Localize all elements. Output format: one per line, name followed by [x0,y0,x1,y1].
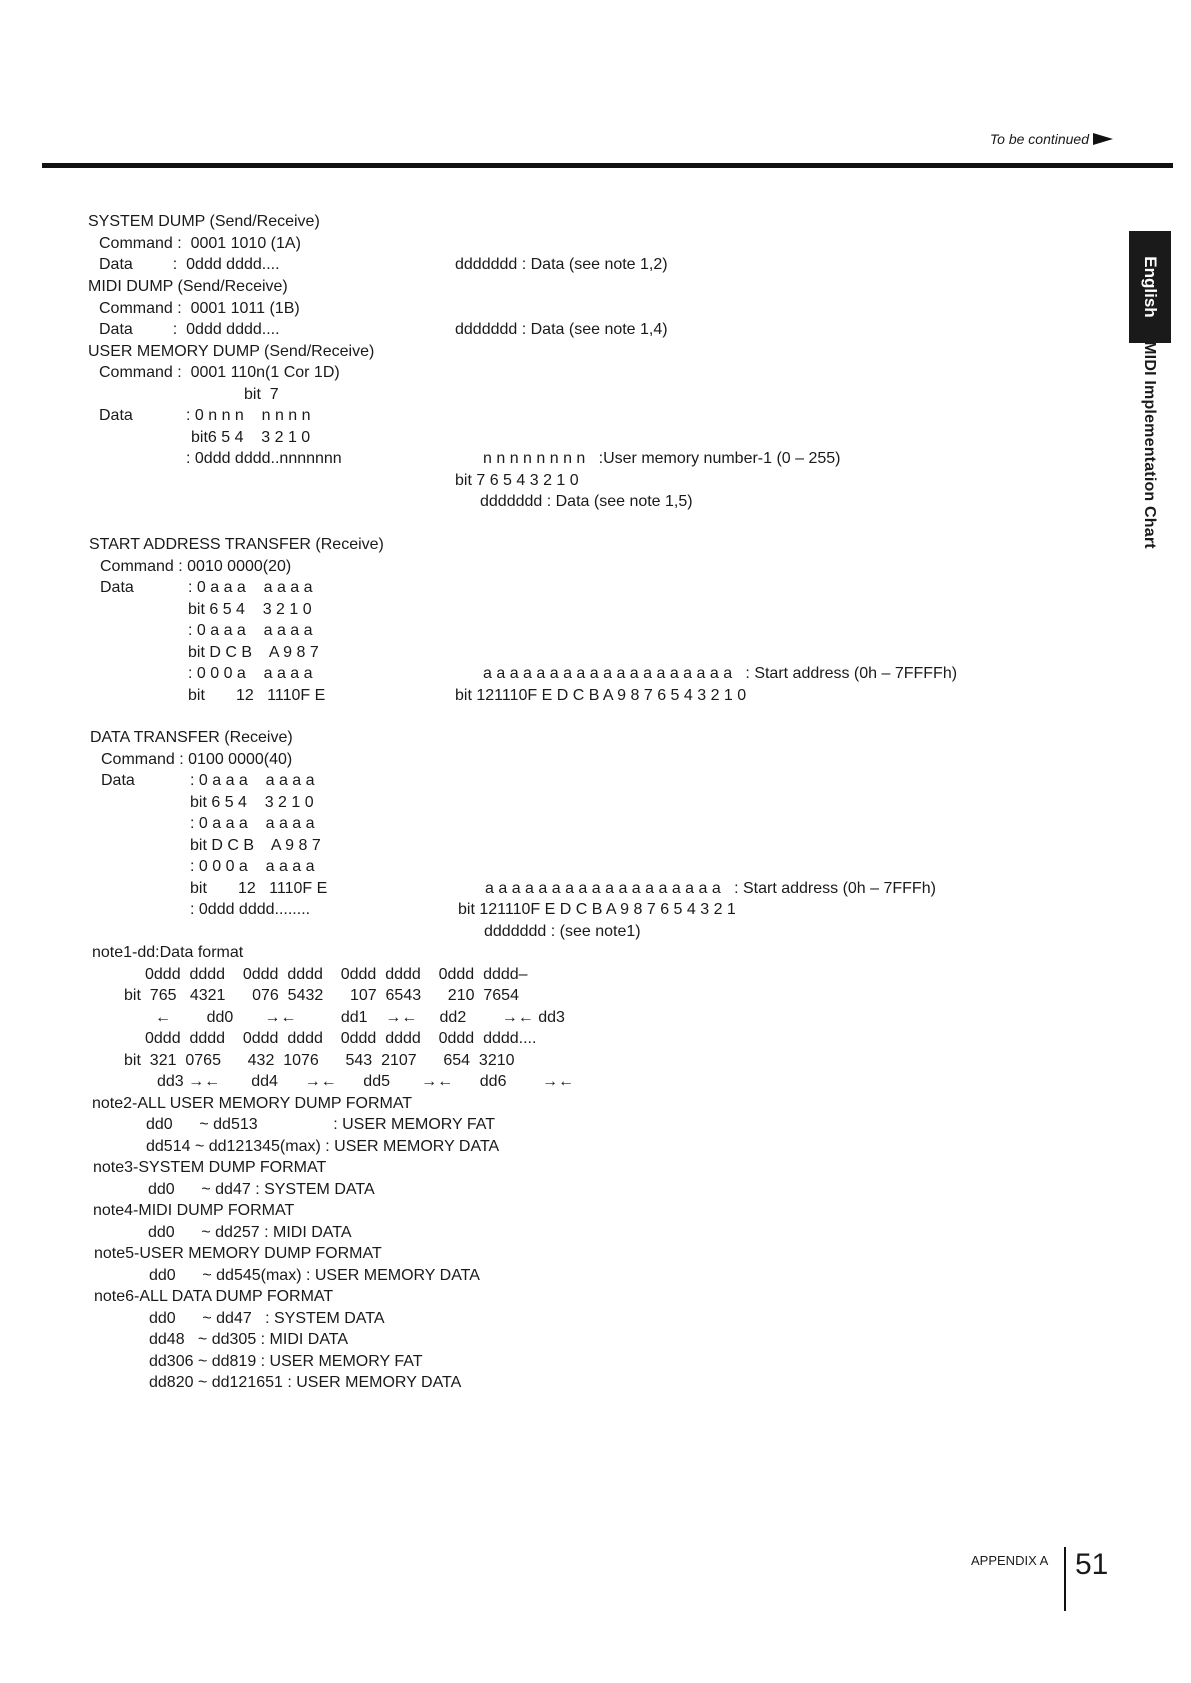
footer-divider [1064,1547,1066,1611]
text-line-n1-r2: bit 765 4321 076 5432 107 6543 210 7654 [124,987,519,1004]
text-line-md-title: MIDI DUMP (Send/Receive) [88,278,288,295]
page-number: 51 [1075,1548,1109,1581]
text-line-n4-title: note4-MIDI DUMP FORMAT [93,1202,295,1219]
text-line-dt-l2: bit 6 5 4 3 2 1 0 [190,794,314,811]
text-line-dt-l6: bit 12 1110F E [190,880,328,897]
text-line-dt-dd: ddddddd : (see note1) [484,923,641,940]
to-be-continued [990,131,1113,147]
text-line-sat-title: START ADDRESS TRANSFER (Receive) [89,536,384,553]
text-line-n1-r4: 0ddd dddd 0ddd dddd 0ddd dddd 0ddd dddd.... [145,1030,537,1047]
text-line-dt-data: Data [101,772,135,789]
text-line-umd-cmd: Command : 0001 110n(1 Cor 1D) [99,364,340,381]
text-line-umd-bit7: bit 7 [244,386,279,403]
text-line-n1-r1: 0ddd dddd 0ddd dddd 0ddd dddd 0ddd dddd– [145,966,528,983]
text-line-sat-cmd: Command : 0010 0000(20) [100,558,292,575]
text-line-sat-l1: : 0 a a a a a a a [188,579,313,596]
text-line-n4-l1: dd0 ~ dd257 : MIDI DATA [148,1224,352,1241]
text-line-sd-cmd: Command : 0001 1010 (1A) [99,235,301,252]
text-line-sd-data-desc: ddddddd : Data (see note 1,2) [455,256,668,273]
text-line-n2-l2: dd514 ~ dd121345(max) : USER MEMORY DATA [146,1138,500,1155]
text-line-sat-data: Data [100,579,134,596]
text-line-n1-title: note1-dd:Data format [92,944,244,961]
text-line-dt-cmd: Command : 0100 0000(40) [101,751,293,768]
text-line-dt-l1: : 0 a a a a a a a [190,772,315,789]
text-line-dt-l3: : 0 a a a a a a a [190,815,315,832]
text-line-dt-title: DATA TRANSFER (Receive) [90,729,293,746]
text-line-umd-dd: ddddddd : Data (see note 1,5) [480,493,693,510]
text-line-sat-l5: : 0 0 0 a a a a a [188,665,313,682]
side-tab-english-label: English [1141,256,1160,318]
text-line-sat-a: a a a a a a a a a a a a a a a a a a a : Start address (0h – 7FFFFh) [483,665,958,682]
text-line-dt-l5: : 0 0 0 a a a a a [190,858,315,875]
text-line-dt-bits: bit 121110F E D C B A 9 8 7 6 5 4 3 2 1 [458,901,736,918]
text-line-n2-title: note2-ALL USER MEMORY DUMP FORMAT [92,1095,413,1112]
text-line-n6-l1: dd0 ~ dd47 : SYSTEM DATA [149,1310,385,1327]
text-line-n5-title: note5-USER MEMORY DUMP FORMAT [94,1245,382,1262]
text-line-n6-l2: dd48 ~ dd305 : MIDI DATA [149,1331,349,1348]
text-line-sat-l6: bit 12 1110F E [188,687,326,704]
appendix-label: APPENDIX A [971,1553,1049,1568]
text-line-n6-title: note6-ALL DATA DUMP FORMAT [94,1288,334,1305]
header-rule [42,163,1173,168]
text-line-sat-l3: : 0 a a a a a a a [188,622,313,639]
text-line-umd-data: Data [99,407,133,424]
text-line-umd-n: n n n n n n n n :User memory number-1 (0 – 255) [483,450,841,467]
text-line-sd-data: Data : 0ddd dddd.... [99,256,280,273]
text-line-sat-l2: bit 6 5 4 3 2 1 0 [188,601,312,618]
text-line-sd-title: SYSTEM DUMP (Send/Receive) [88,213,320,230]
text-line-dt-l4: bit D C B A 9 8 7 [190,837,321,854]
text-line-md-cmd: Command : 0001 1011 (1B) [99,300,300,317]
text-line-umd-bitnums: bit6 5 4 3 2 1 0 [191,429,311,446]
text-line-n6-l3: dd306 ~ dd819 : USER MEMORY FAT [149,1353,423,1370]
text-line-dt-l7: : 0ddd dddd........ [190,901,311,918]
text-line-n5-l1: dd0 ~ dd545(max) : USER MEMORY DATA [149,1267,480,1284]
text-line-umd-data2: : 0ddd dddd..nnnnnnn [186,450,342,467]
text-line-n3-title: note3-SYSTEM DUMP FORMAT [93,1159,327,1176]
arrow-right-icon [1093,133,1113,145]
text-line-umd-title: USER MEMORY DUMP (Send/Receive) [88,343,375,360]
text-line-n1-r6: dd3 →← dd4 →← dd5 →← dd6 →← [157,1073,575,1090]
text-line-n1-r3: ← dd0 →← dd1 →← dd2 →← dd3 [155,1009,565,1026]
text-line-n3-l1: dd0 ~ dd47 : SYSTEM DATA [148,1181,375,1198]
text-line-n1-r5: bit 321 0765 432 1076 543 2107 654 3210 [124,1052,515,1069]
text-line-md-data: Data : 0ddd dddd.... [99,321,280,338]
text-line-n2-l1: dd0 ~ dd513 : USER MEMORY FAT [146,1116,496,1133]
text-line-sat-bits: bit 121110F E D C B A 9 8 7 6 5 4 3 2 1 0 [455,687,747,704]
text-line-dt-a: a a a a a a a a a a a a a a a a a a : Start address (0h – 7FFFh) [485,880,936,897]
text-line-umd-nbits: bit 7 6 5 4 3 2 1 0 [455,472,579,489]
text-line-umd-data-bits: : 0 n n n n n n n [186,407,311,424]
side-chart-title: MIDI Implementation Chart [1141,341,1158,549]
text-line-md-data-desc: ddddddd : Data (see note 1,4) [455,321,668,338]
to-be-continued-label: To be continued [989,131,1089,147]
text-line-sat-l4: bit D C B A 9 8 7 [188,644,319,661]
text-line-n6-l4: dd820 ~ dd121651 : USER MEMORY DATA [149,1374,462,1391]
